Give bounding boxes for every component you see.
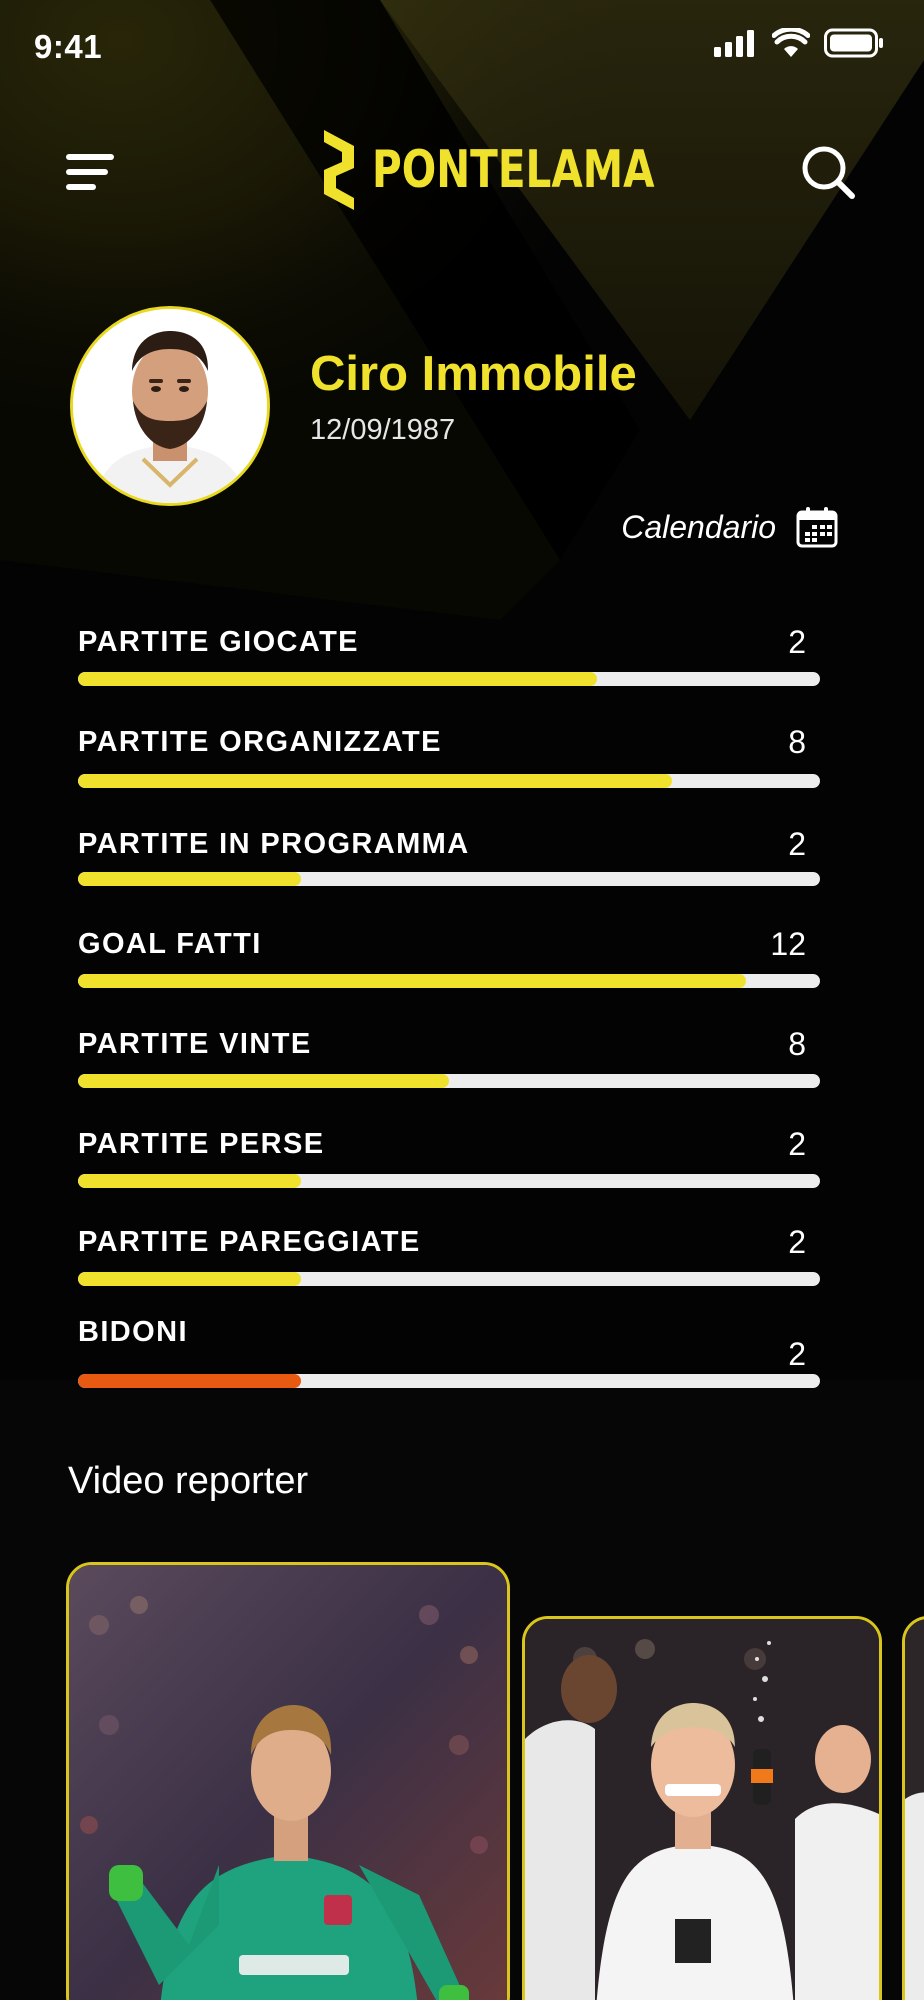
stat-bar-track [78, 672, 820, 686]
video-thumbnail [69, 1565, 507, 2000]
calendar-icon [796, 506, 838, 548]
stat-value: 2 [788, 1126, 806, 1162]
stat-bar-fill [78, 672, 597, 686]
stat-bar-fill-danger [78, 1374, 301, 1388]
menu-button[interactable] [66, 150, 118, 196]
stat-label: PARTITE GIOCATE [78, 626, 359, 658]
stat-label: GOAL FATTI [78, 928, 262, 960]
stat-value: 8 [788, 724, 806, 760]
stat-label: PARTITE PAREGGIATE [78, 1226, 421, 1258]
stat-bar-fill [78, 872, 301, 886]
status-icons [714, 28, 884, 58]
stat-bar-fill [78, 974, 746, 988]
app-header [0, 120, 924, 230]
stat-row [78, 716, 820, 786]
pontelama-logo-mark [318, 128, 362, 212]
stat-value: 2 [788, 1336, 806, 1372]
stat-row [78, 818, 820, 888]
player-birth-date: 12/09/1987 [310, 414, 456, 446]
stat-value: 2 [788, 826, 806, 862]
stat-bar-track [78, 1272, 820, 1286]
calendar-link[interactable] [621, 506, 838, 548]
stat-row [78, 1118, 820, 1188]
stat-row [78, 1018, 820, 1088]
menu-icon [66, 150, 118, 196]
stat-row [78, 1216, 820, 1286]
search-icon [800, 144, 856, 200]
video-section-title: Video reporter [68, 1460, 309, 1502]
video-thumbnail [905, 1619, 924, 2000]
stat-bar-fill [78, 1174, 301, 1188]
stat-label: BIDONI [78, 1316, 188, 1348]
status-bar [0, 0, 924, 96]
stat-value: 12 [770, 926, 806, 962]
brand-logo [318, 128, 734, 212]
calendar-label: Calendario [621, 508, 776, 545]
video-card[interactable] [522, 1616, 882, 2000]
stat-value: 2 [788, 624, 806, 660]
stat-row [78, 616, 820, 686]
stat-label: PARTITE PERSE [78, 1128, 325, 1160]
signal-icon [714, 29, 758, 57]
stat-label: PARTITE VINTE [78, 1028, 312, 1060]
status-time: 9:41 [34, 28, 103, 65]
stat-bar-track [78, 872, 820, 886]
stat-row [78, 1306, 820, 1376]
stat-value: 2 [788, 1224, 806, 1260]
video-thumbnail [525, 1619, 879, 2000]
stat-bar-track [78, 1074, 820, 1088]
stat-bar-fill [78, 1272, 301, 1286]
stat-bar-track [78, 1174, 820, 1188]
wifi-icon [772, 28, 810, 58]
stat-label: PARTITE ORGANIZZATE [78, 726, 442, 758]
stat-bar-fill [78, 1074, 449, 1088]
stat-row [78, 918, 820, 988]
stat-bar-fill [78, 774, 672, 788]
stat-bar-track [78, 974, 820, 988]
stat-label: PARTITE IN PROGRAMMA [78, 828, 470, 860]
battery-icon [824, 28, 884, 58]
search-button[interactable] [800, 144, 856, 205]
brand-name: PONTELAMA [372, 140, 655, 200]
video-card-partial[interactable] [902, 1616, 924, 2000]
player-name: Ciro Immobile [310, 347, 637, 401]
stat-bar-track [78, 1374, 820, 1388]
video-card[interactable] [66, 1562, 510, 2000]
stat-value: 8 [788, 1026, 806, 1062]
stat-bar-track [78, 774, 820, 788]
player-avatar [70, 306, 270, 506]
player-portrait [73, 309, 267, 503]
